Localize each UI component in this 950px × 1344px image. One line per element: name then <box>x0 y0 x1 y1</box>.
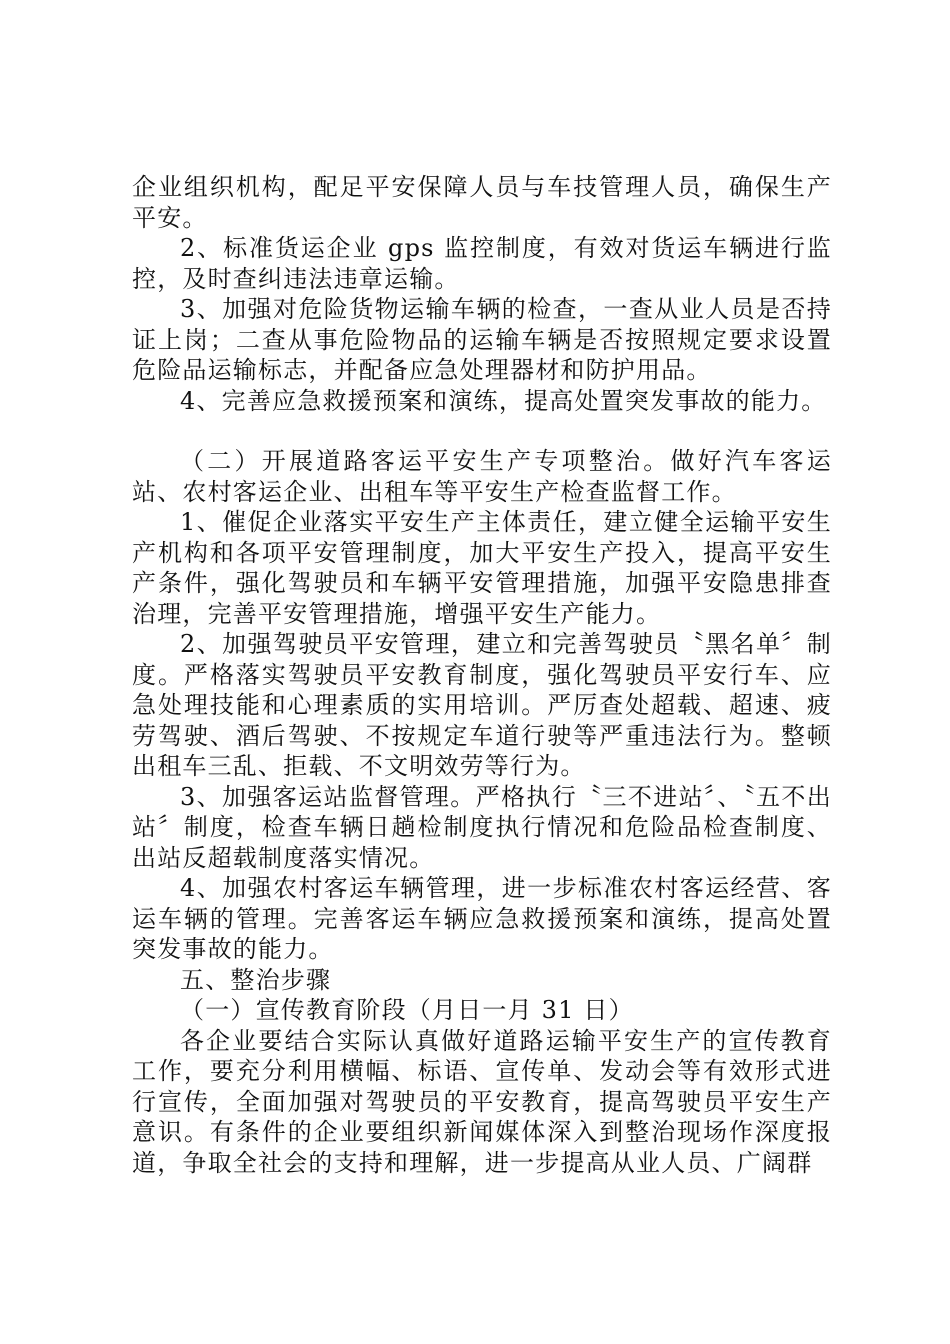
paragraph-7: 2、加强驾驶员平安管理，建立和完善驾驶员〝黑名单〞制度。严格落实驾驶员平安教育制度，强化驾驶员平安行车、应急处理技能和心理素质的实用培训。严厉查处超载、超速、疲劳驾驶、酒后驾驶、不按规定车道行驶等严重违法行为。整顿出租车三乱、拒载、不文明效劳等行为。 <box>132 630 832 780</box>
paragraph-gap <box>132 416 832 446</box>
section-heading: 五、整治步骤 <box>180 965 332 994</box>
paragraph-9: 4、加强农村客运车辆管理，进一步标准农村客运经营、客运车辆的管理。完善客运车辆应急救援预案和演练，提高处置突发事故的能力。 <box>132 874 832 963</box>
paragraph-3: 3、加强对危险货物运输车辆的检查，一查从业人员是否持证上岗；二查从事危险物品的运输车辆是否按照规定要求设置危险品运输标志，并配备应急处理器材和防护用品。 <box>132 295 832 384</box>
paragraph-5: （二）开展道路客运平安生产专项整治。做好汽车客运站、农村客运企业、出租车等平安生产检查监督工作。 <box>132 447 832 506</box>
paragraph-1: 企业组织机构，配足平安保障人员与车技管理人员，确保生产平安。 <box>132 173 832 232</box>
paragraph-6: 1、催促企业落实平安生产主体责任，建立健全运输平安生产机构和各项平安管理制度，加大平安生产投入，提高平安生产条件，强化驾驶员和车辆平安管理措施，加强平安隐患排查治理，完善平安管理措施，增强平安生产能力。 <box>132 508 832 628</box>
paragraph-12: 各企业要结合实际认真做好道路运输平安生产的宣传教育工作，要充分利用横幅、标语、宣传单、发动会等有效形式进行宣传，全面加强对驾驶员的平安教育，提高驾驶员平安生产意识。有条件的企业要组织新闻媒体深入到整治现场作深度报道，争取全社会的支持和理解，进一步提高从业人员、广阔群 <box>132 1026 832 1177</box>
subsection-heading: （一）宣传教育阶段（月日一月 31 日） <box>180 996 634 1024</box>
paragraph-4: 4、完善应急救援预案和演练，提高处置突发事故的能力。 <box>180 386 827 415</box>
paragraph-2: 2、标准货运企业 gps 监控制度，有效对货运车辆进行监控，及时查纠违法违章运输。 <box>132 234 832 293</box>
paragraph-8: 3、加强客运站监督管理。严格执行〝三不进站〞、〝五不出站〞制度，检查车辆日趟检制度执行情况和危险品检查制度、出站反超载制度落实情况。 <box>132 782 832 872</box>
document-body <box>132 172 832 1178</box>
